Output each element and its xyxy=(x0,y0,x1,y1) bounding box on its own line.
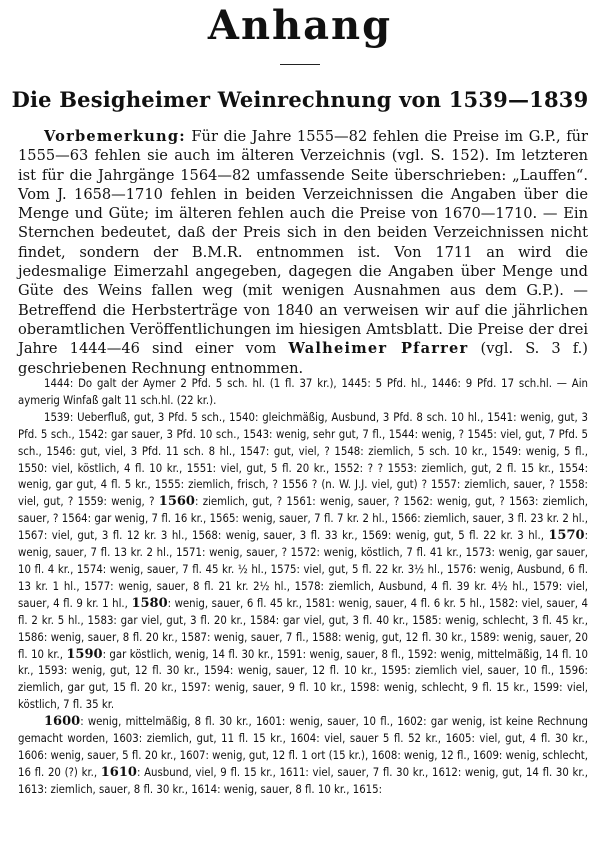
intro-text-b: (vgl. S. 3 f.) geschriebenen Rechnung entnommen. xyxy=(18,340,589,377)
entry-text: 1539: Ueberfluß, gut, 3 Pfd. 5 sch., 1540: gleichmäßig, Ausbund, 3 Pfd. 8 sch. 10 hl., 1541: wenig, gut, 3 Pfd. 5 sch., 1542: gar sauer, 3 Pfd. 10 sch., 1543: wenig, sehr gut, 7 fl., 1544: wenig, ? 1545: viel, gut, 7 Pfd. 5 sch., 1546: gut, viel, 3 Pfd. 11 sch. 8 hl., 1547: gut, viel, ? 1548: ziemlich, 5 sch. 10 kr., 1549: wenig, 5 fl., 1550: viel, köstlich, 4 fl. 10 kr., 1551: viel, gut, 5 fl. 20 kr., 1552: ? ? 1553: ziemlich, gut, 2 fl. 15 kr., 1554: wenig, gar gut, 4 fl. 5 kr., 1555: ziemlich, frisch, ? 1556 ? (n. W. J.J. viel, gut) ? 1557: ziemlich, sauer, ? 1558: viel, gut, ? 1559: wenig, ? xyxy=(18,410,588,509)
page-title: Anhang xyxy=(207,2,393,49)
section-heading: Die Besigheimer Weinrechnung von 1539—1839 xyxy=(11,87,589,112)
intro-paragraph xyxy=(18,127,588,378)
title-divider xyxy=(280,64,320,65)
entry-paragraph-1444: 1444: Do galt der Aymer 2 Pfd. 5 sch. hl. (1 fl. 37 kr.), 1445: 5 Pfd. hl., 1446: 9 Pfd. 17 sch.hl. — Ain aymerig Winfaß galt 11 sch.hl. (22 kr.). xyxy=(18,377,588,407)
entry-paragraph-1600 xyxy=(18,714,588,799)
entry-paragraph-1539 xyxy=(18,410,588,714)
entry-text: : wenig, sauer, 6 fl. 45 kr., 1581: wenig, sauer, 4 fl. 6 kr. 5 hl., 1582: viel, sauer, 4 fl. 2 kr. 5 hl., 1583: gar viel, gut, 3 fl. 20 kr., 1584: gar viel, gut, 3 fl. 40 kr., 1585: wenig, schlecht, 3 fl. 45 kr., 1586: wenig, sauer, 8 fl. 20 kr., 1587: wenig, sauer, 7 fl., 1588: wenig, gut, 12 fl. 30 kr., 1589: wenig, sauer, 20 fl. 10 kr., xyxy=(18,596,588,661)
year-marker: 1600 xyxy=(44,714,81,730)
price-entries xyxy=(18,376,588,799)
year-marker: 1560 xyxy=(158,494,195,510)
spaced-name: Walheimer Pfarrer xyxy=(288,340,469,358)
entry-text: : gar köstlich, wenig, 14 fl. 30 kr., 1591: wenig, sauer, 8 fl., 1592: wenig, mittelmäßig, 14 fl. 10 kr., 1593: wenig, gut, 12 fl. 30 kr., 1594: wenig, sauer, 12 fl. 10 kr., 1595: ziemlich viel, sauer, 10 fl., 1596: ziemlich, gar gut, 15 fl. 20 kr., 1597: wenig, sauer, 9 fl. 10 kr., 1598: wenig, schlecht, 9 fl. 15 kr., 1599: viel, köstlich, 7 fl. 35 kr. xyxy=(18,647,588,712)
entry-text: : wenig, sauer, 7 fl. 13 kr. 2 hl., 1571: wenig, sauer, ? 1572: wenig, köstlich, 7 fl. 41 kr., 1573: wenig, gar sauer, 10 fl. 4 kr., 1574: wenig, sauer, 7 fl. 45 kr. ½ hl., 1575: viel, gut, 5 fl. 22 kr. 3½ hl., 1576: wenig, Ausbund, 6 fl. 13 kr. 1 hl., 1577: wenig, sauer, 8 fl. 21 kr. 2½ hl., 1578: ziemlich, Ausbund, 4 fl. 39 kr. 4½ hl., 1579: viel, sauer, 4 fl. 9 kr. 1 hl., xyxy=(18,529,588,610)
entry-text: : wenig, mittelmäßig, 8 fl. 30 kr., 1601: wenig, sauer, 10 fl., 1602: gar wenig, ist keine Rechnung gemacht worden, 1603: ziemlich, gut, 11 fl. 15 kr., 1604: viel, sauer 5 fl. 52 kr., 1605: viel, gut, 4 fl. 30 kr., 1606: wenig, sauer, 5 fl. 20 kr., 1607: wenig, gut, 12 fl. 1 ort (15 kr.), 1608: wenig, 12 fl., 1609: wenig, schlecht, 16 fl. 20 (?) kr., xyxy=(18,715,588,779)
lead-word: Vorbemerkung: xyxy=(44,128,186,145)
intro-text-a: Für die Jahre 1555—82 fehlen die Preise im G.P., für 1555—63 fehlen sie auch im älteren Verzeichnis (vgl. S. 152). Im letzteren ist für die Jahrgänge 1564—82 umfassende Seite überschrieben: „Lauffen“. Vom J. 1658—1710 fehlen in beiden Verzeichnissen die Angaben über die Menge und Güte; im älteren fehlen auch die Preise von 1670—1710. — Ein Sternchen bedeutet, daß der Preis sich in den beiden Verzeichnissen nicht findet, sondern der B.M.R. entnommen ist. Von 1711 an wird die jedesmalige Eimerzahl angegeben, dagegen die Angaben über Menge und Güte des Weins fallen weg (mit wenigen Ausnahmen aus dem G.P.). — Betreffend die Herbsterträge von 1840 an verweisen wir auf die jährlichen oberamtlichen Veröffentlichungen im hiesigen Amtsblatt. Die Preise der drei Jahre 1444—46 sind einer vom xyxy=(18,128,588,358)
year-marker: 1570 xyxy=(548,528,585,544)
year-marker: 1590 xyxy=(66,646,103,662)
preliminary-note xyxy=(18,127,588,378)
year-marker: 1580 xyxy=(131,595,168,611)
entry-text: : ziemlich, gut, ? 1561: wenig, sauer, ? 1562: wenig, gut, ? 1563: ziemlich, sauer, ? 1564: gar wenig, 7 fl. 16 kr., 1565: wenig, sauer, 7 fl. 7 kr. 2 hl., 1566: ziemlich, sauer, 3 fl. 23 kr. 2 hl., 1567: viel, gut, 3 fl. 12 kr. 3 hl., 1568: wenig, sauer, 3 fl. 33 kr., 1569: wenig, gut, 5 fl. 22 kr. 3 hl., xyxy=(18,495,588,543)
entry-text: : Ausbund, viel, 9 fl. 15 kr., 1611: viel, sauer, 7 fl. 30 kr., 1612: wenig, gut, 14 fl. 30 kr., 1613: ziemlich, sauer, 8 fl. 30 kr., 1614: wenig, sauer, 8 fl. 10 kr., 1615: xyxy=(18,765,589,796)
year-marker: 1610 xyxy=(100,764,137,780)
